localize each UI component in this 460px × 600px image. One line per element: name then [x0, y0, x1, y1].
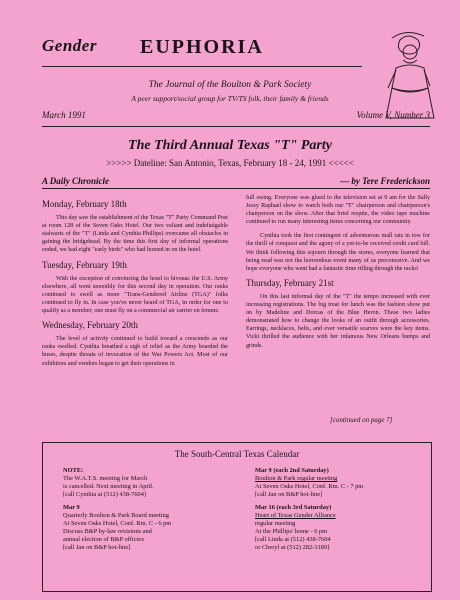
masthead-gender: Gender	[42, 36, 97, 55]
event-line: is cancelled. Next meeting in April.	[63, 483, 154, 490]
calendar-title: The South-Central Texas Calendar	[174, 449, 300, 459]
article-byline: — by Tere Frederickson	[340, 176, 430, 186]
article-column-1	[42, 194, 228, 374]
journal-tagline: A peer support/social group for TV/TS folk, their family & friends	[131, 94, 329, 103]
event-head: Mar 9 (each 2nd Saturday)	[255, 467, 329, 474]
article-headline: The Third Annual Texas "T" Party	[128, 138, 332, 153]
col2-paragraph-2: Cynthia took the first contingent of adventurous mall rats in tow for the thrill of conquest and the agony of a yet-to-be received credit card bill. We think following this sojourn through the stores, everyone learned that being read was not the horrendous event many of us preconceive. And we hope everyone who went had a fantastic time rifling through the racks!	[246, 233, 430, 272]
wednesday-paragraph: The level of activity continued to build toward a crescendo as our ranks swelled. Cynthia breathed a sigh of relief as the Army boarded the buses, despite threats of invocation of the War Powers Act. Most of our exhibitors and vendors began to get their operations in	[42, 336, 228, 367]
calendar-event	[255, 504, 425, 552]
event-line: At the Phillips' home - 6 pm	[255, 528, 328, 535]
calendar-right-column	[255, 467, 425, 557]
event-line: annual election of B&P officers	[63, 536, 144, 543]
issue-date: March 1991	[42, 110, 86, 120]
article-dateline: >>>>> Dateline: San Antonio, Texas, February 18 - 24, 1991 <<<<<	[106, 158, 354, 168]
event-line: [call Cynthia at (512) 438-7604]	[63, 491, 147, 498]
calendar-left-column	[63, 467, 243, 557]
event-line: Quarterly Boulton & Park Board meeting	[63, 512, 169, 519]
continued-note: [continued on page 7]	[330, 416, 393, 424]
event-head: Mar 9	[63, 504, 80, 511]
event-line: [call Jan on B&P hot-line]	[63, 544, 131, 551]
article-column-2	[246, 194, 430, 356]
calendar-box	[42, 442, 432, 592]
monday-heading: Monday, February 18th	[42, 199, 127, 209]
event-line: Discuss B&P by-law revisions and	[63, 528, 152, 535]
calendar-event	[63, 467, 243, 499]
byline-rule	[42, 188, 430, 189]
event-line: At Seven Oaks Hotel, Conf. Rm. C - 7 pm	[255, 483, 364, 490]
event-line: or Cheryl at (512) 282-3189]	[255, 544, 330, 551]
issue-volume: Volume V, Number 3	[356, 110, 430, 120]
event-line: At Seven Oaks Hotel, Conf. Rm. C - 6 pm	[63, 520, 172, 527]
event-line: regular meeting	[255, 520, 296, 527]
col2-paragraph-1: full swing. Everyone was glued to the television set at 9 am for the Sally Jessy Raphael show to watch both our "T" chairperson and chairperson's chairperson on the show. After that brief respite, the video tape machine continued to run many interesting items concerning our community.	[246, 195, 430, 226]
tuesday-heading: Tuesday, February 19th	[42, 259, 127, 270]
masthead-title: EUPHORIA	[140, 36, 264, 58]
event-line: Heart of Texas Gender Alliance	[255, 512, 336, 519]
wednesday-heading: Wednesday, February 20th	[42, 320, 138, 331]
thursday-heading: Thursday, February 21st	[246, 277, 334, 288]
thursday-paragraph: On this last informal day of the "T" the tempo increased with ever increasing registrations. The big treat for lunch was the fashion show put on by Madeline and Dorcas of the Blue Heron. These two ladies demonstrated how to change the looks of an outfit through accessories. Earrings, necklaces, belts, and ever versatile scarves were the key items. Vicki thrilled the audience with her infamous New Orleans bumps and grinds.	[246, 293, 430, 349]
journal-name: The Journal of the Boulton & Park Society	[148, 80, 312, 90]
event-head: NOTE:	[63, 467, 84, 474]
section-label: A Daily Chronicle	[42, 176, 110, 186]
calendar-event	[63, 504, 243, 552]
event-head: Mar 16 (each 3rd Saturday)	[255, 504, 332, 511]
tuesday-paragraph: With the exception of convincing the hotel to bivouac the U.S. Army elsewhere, all went smoothly for this second day in operation. Our ranks continued to swell as more "Trans-Gendered Airline (TGA)" folks continued to fly in. In case you've never heard of TGA, in order for one to qualify as a member, one must fly on a commercial air carrier en femme.	[42, 275, 228, 315]
masthead-rule	[42, 66, 362, 67]
event-line: Boulton & Park regular meeting	[255, 475, 338, 482]
event-line: [call Jan on B&P hot-line]	[255, 491, 323, 498]
calendar-event	[255, 467, 425, 499]
event-line: The W.A.T.S. meeting for March	[63, 475, 148, 482]
monday-paragraph: This day saw the establishment of the Texas "T" Party Command Post at room 128 of the Seven Oaks Hotel. Our two valiant and indefatigable stalwarts of the "T" (Linda and Cynthia Phillips) overcame all obstacles in gaining the bridgehead. By the time this first day of informal operations ended, we had eight "early birds" who had homed in on the hotel.	[42, 215, 228, 254]
event-line: [call Linda at (512) 438-7604	[255, 536, 331, 543]
victorian-lady-illustration	[370, 30, 440, 120]
issue-rule	[42, 126, 430, 127]
